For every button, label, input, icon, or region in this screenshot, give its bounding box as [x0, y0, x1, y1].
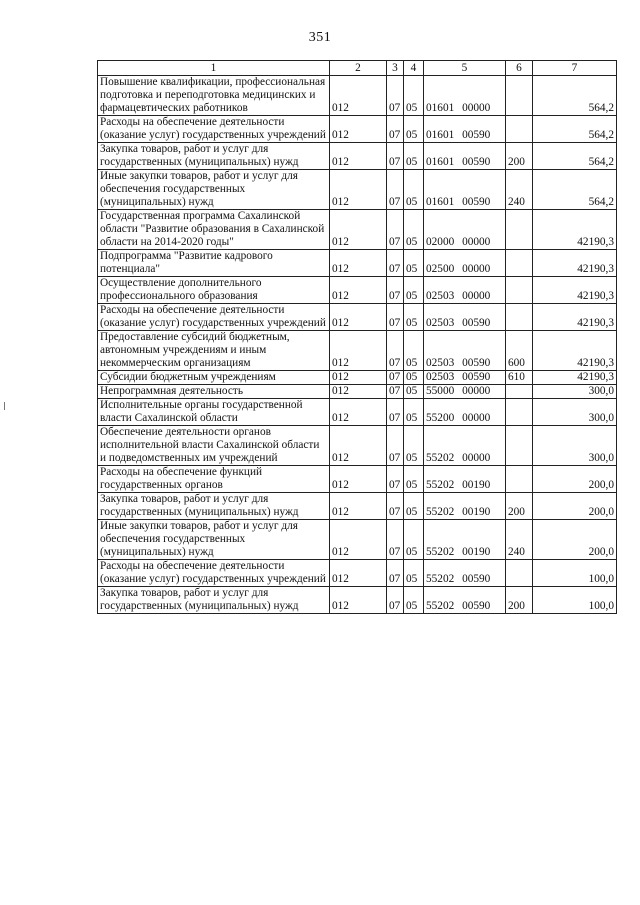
table-row: [98, 587, 617, 614]
row-amount-cell: 564,2: [533, 76, 617, 116]
row-section-cell: 07: [387, 277, 404, 304]
row-expense-type-cell: [506, 560, 533, 587]
row-expense-type-cell: 610: [506, 371, 533, 385]
row-target-article-cell: 55202 00590: [424, 587, 506, 614]
row-expense-type-cell: [506, 385, 533, 399]
row-expense-type-cell: [506, 210, 533, 250]
table-row: [98, 385, 617, 399]
row-ministry-cell: 012: [330, 371, 387, 385]
row-subsection-cell: 05: [404, 385, 424, 399]
row-subsection-cell: 05: [404, 143, 424, 170]
row-section-cell: 07: [387, 331, 404, 371]
row-ministry-cell: 012: [330, 466, 387, 493]
row-expense-type-cell: 600: [506, 331, 533, 371]
row-expense-type-cell: 200: [506, 493, 533, 520]
row-name-cell: Осуществление дополнительного профессионального образования: [98, 277, 330, 304]
row-ministry-cell: 012: [330, 426, 387, 466]
row-ministry-cell: 012: [330, 277, 387, 304]
row-subsection-cell: 05: [404, 170, 424, 210]
row-target-article-cell: 55202 00190: [424, 493, 506, 520]
col-header-3: 3: [387, 61, 404, 76]
row-ministry-cell: 012: [330, 385, 387, 399]
scan-edge-mark: [4, 402, 5, 410]
row-name-cell: Иные закупки товаров, работ и услуг для обеспечения государственных (муниципальных) нужд: [98, 520, 330, 560]
row-expense-type-cell: [506, 399, 533, 426]
row-name-cell: Иные закупки товаров, работ и услуг для обеспечения государственных (муниципальных) нужд: [98, 170, 330, 210]
row-ministry-cell: 012: [330, 76, 387, 116]
row-expense-type-cell: 200: [506, 587, 533, 614]
row-amount-cell: 100,0: [533, 560, 617, 587]
row-name-cell: Расходы на обеспечение функций государственных органов: [98, 466, 330, 493]
col-header-2: 2: [330, 61, 387, 76]
row-section-cell: 07: [387, 493, 404, 520]
row-ministry-cell: 012: [330, 399, 387, 426]
row-subsection-cell: 05: [404, 560, 424, 587]
table-row: [98, 304, 617, 331]
row-section-cell: 07: [387, 210, 404, 250]
row-ministry-cell: 012: [330, 560, 387, 587]
row-name-cell: Исполнительные органы государственной власти Сахалинской области: [98, 399, 330, 426]
row-section-cell: 07: [387, 520, 404, 560]
row-name-cell: Подпрограмма "Развитие кадрового потенциала": [98, 250, 330, 277]
row-name-cell: Закупка товаров, работ и услуг для государственных (муниципальных) нужд: [98, 143, 330, 170]
row-target-article-cell: 01601 00000: [424, 76, 506, 116]
row-name-cell: Обеспечение деятельности органов исполнительной власти Сахалинской области и подведомственных им учреждений: [98, 426, 330, 466]
row-section-cell: 07: [387, 371, 404, 385]
row-section-cell: 07: [387, 143, 404, 170]
row-name-cell: Непрограммная деятельность: [98, 385, 330, 399]
row-ministry-cell: 012: [330, 170, 387, 210]
table-row: [98, 371, 617, 385]
row-target-article-cell: 55000 00000: [424, 385, 506, 399]
row-target-article-cell: 02000 00000: [424, 210, 506, 250]
row-subsection-cell: 05: [404, 116, 424, 143]
row-ministry-cell: 012: [330, 304, 387, 331]
row-amount-cell: 200,0: [533, 466, 617, 493]
table-row: [98, 76, 617, 116]
table-row: [98, 399, 617, 426]
row-name-cell: Предоставление субсидий бюджетным, автономным учреждениям и иным некоммерческим организациям: [98, 331, 330, 371]
row-amount-cell: 564,2: [533, 116, 617, 143]
table-row: [98, 250, 617, 277]
table-row: [98, 170, 617, 210]
row-amount-cell: 42190,3: [533, 250, 617, 277]
row-target-article-cell: 55202 00190: [424, 520, 506, 560]
row-expense-type-cell: 240: [506, 520, 533, 560]
row-ministry-cell: 012: [330, 493, 387, 520]
table-row: [98, 116, 617, 143]
table-row: [98, 520, 617, 560]
row-target-article-cell: 01601 00590: [424, 116, 506, 143]
row-subsection-cell: 05: [404, 520, 424, 560]
row-amount-cell: 564,2: [533, 170, 617, 210]
table-row: [98, 426, 617, 466]
row-section-cell: 07: [387, 250, 404, 277]
row-name-cell: Государственная программа Сахалинской области "Развитие образования в Сахалинской области на 2014-2020 годы": [98, 210, 330, 250]
row-name-cell: Расходы на обеспечение деятельности (оказание услуг) государственных учреждений: [98, 560, 330, 587]
row-subsection-cell: 05: [404, 426, 424, 466]
row-subsection-cell: 05: [404, 399, 424, 426]
row-target-article-cell: 55202 00590: [424, 560, 506, 587]
row-name-cell: Расходы на обеспечение деятельности (оказание услуг) государственных учреждений: [98, 304, 330, 331]
table-row: [98, 493, 617, 520]
row-amount-cell: 200,0: [533, 520, 617, 560]
row-amount-cell: 300,0: [533, 385, 617, 399]
row-expense-type-cell: [506, 76, 533, 116]
row-amount-cell: 200,0: [533, 493, 617, 520]
row-expense-type-cell: [506, 116, 533, 143]
row-subsection-cell: 05: [404, 250, 424, 277]
row-subsection-cell: 05: [404, 371, 424, 385]
row-section-cell: 07: [387, 466, 404, 493]
budget-table: [97, 60, 617, 614]
row-target-article-cell: 01601 00590: [424, 143, 506, 170]
row-name-cell: Закупка товаров, работ и услуг для государственных (муниципальных) нужд: [98, 493, 330, 520]
table-row: [98, 143, 617, 170]
row-amount-cell: 42190,3: [533, 371, 617, 385]
row-expense-type-cell: [506, 304, 533, 331]
col-header-7: 7: [533, 61, 617, 76]
row-subsection-cell: 05: [404, 331, 424, 371]
row-subsection-cell: 05: [404, 304, 424, 331]
row-expense-type-cell: [506, 466, 533, 493]
row-name-cell: Закупка товаров, работ и услуг для государственных (муниципальных) нужд: [98, 587, 330, 614]
row-amount-cell: 564,2: [533, 143, 617, 170]
row-section-cell: 07: [387, 560, 404, 587]
row-target-article-cell: 55202 00190: [424, 466, 506, 493]
col-header-5: 5: [424, 61, 506, 76]
row-section-cell: 07: [387, 426, 404, 466]
row-subsection-cell: 05: [404, 76, 424, 116]
row-expense-type-cell: [506, 277, 533, 304]
row-subsection-cell: 05: [404, 277, 424, 304]
table-row: [98, 210, 617, 250]
row-ministry-cell: 012: [330, 210, 387, 250]
row-section-cell: 07: [387, 304, 404, 331]
row-subsection-cell: 05: [404, 493, 424, 520]
row-amount-cell: 42190,3: [533, 277, 617, 304]
row-target-article-cell: 02503 00000: [424, 277, 506, 304]
col-header-1: 1: [98, 61, 330, 76]
row-target-article-cell: 02503 00590: [424, 331, 506, 371]
row-subsection-cell: 05: [404, 210, 424, 250]
table-row: [98, 277, 617, 304]
row-target-article-cell: 02503 00590: [424, 304, 506, 331]
row-ministry-cell: 012: [330, 250, 387, 277]
row-expense-type-cell: [506, 250, 533, 277]
table-row: [98, 466, 617, 493]
row-target-article-cell: 01601 00590: [424, 170, 506, 210]
row-section-cell: 07: [387, 385, 404, 399]
col-header-6: 6: [506, 61, 533, 76]
row-expense-type-cell: 200: [506, 143, 533, 170]
row-section-cell: 07: [387, 116, 404, 143]
row-name-cell: Повышение квалификации, профессиональная подготовка и переподготовка медицинских и фармацевтических работников: [98, 76, 330, 116]
header-row: [98, 61, 617, 76]
row-ministry-cell: 012: [330, 116, 387, 143]
row-name-cell: Расходы на обеспечение деятельности (оказание услуг) государственных учреждений: [98, 116, 330, 143]
row-target-article-cell: 55202 00000: [424, 426, 506, 466]
col-header-4: 4: [404, 61, 424, 76]
row-expense-type-cell: [506, 426, 533, 466]
row-amount-cell: 42190,3: [533, 331, 617, 371]
row-section-cell: 07: [387, 76, 404, 116]
row-ministry-cell: 012: [330, 587, 387, 614]
table-row: [98, 331, 617, 371]
row-amount-cell: 42190,3: [533, 210, 617, 250]
page-number: 351: [308, 30, 332, 45]
row-ministry-cell: 012: [330, 143, 387, 170]
row-ministry-cell: 012: [330, 520, 387, 560]
row-section-cell: 07: [387, 170, 404, 210]
row-target-article-cell: 02500 00000: [424, 250, 506, 277]
row-target-article-cell: 02503 00590: [424, 371, 506, 385]
row-name-cell: Субсидии бюджетным учреждениям: [98, 371, 330, 385]
row-subsection-cell: 05: [404, 587, 424, 614]
row-expense-type-cell: 240: [506, 170, 533, 210]
table-row: [98, 560, 617, 587]
row-amount-cell: 42190,3: [533, 304, 617, 331]
row-section-cell: 07: [387, 399, 404, 426]
row-section-cell: 07: [387, 587, 404, 614]
row-ministry-cell: 012: [330, 331, 387, 371]
row-subsection-cell: 05: [404, 466, 424, 493]
row-amount-cell: 100,0: [533, 587, 617, 614]
row-amount-cell: 300,0: [533, 399, 617, 426]
row-amount-cell: 300,0: [533, 426, 617, 466]
row-target-article-cell: 55200 00000: [424, 399, 506, 426]
